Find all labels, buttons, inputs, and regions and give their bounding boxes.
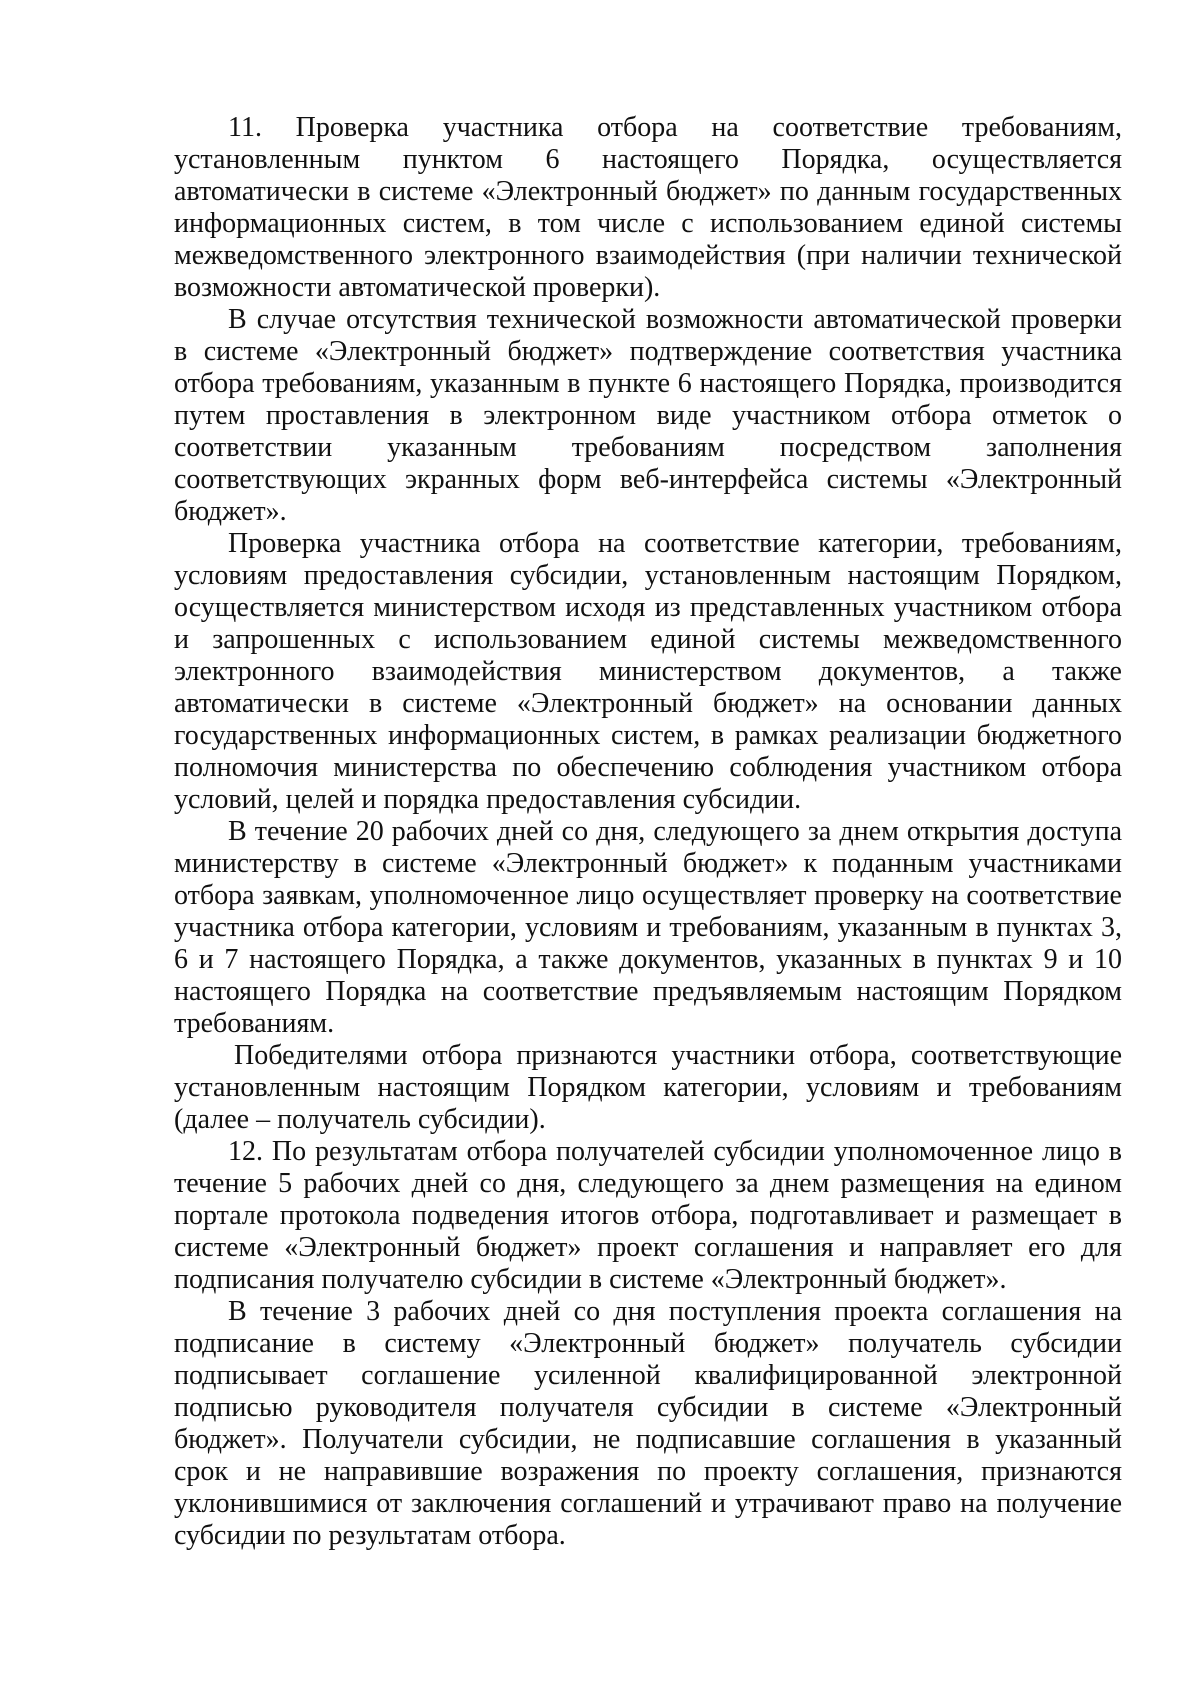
paragraph-20-days-review: В течение 20 рабочих дней со дня, следующего за днем открытия доступа министерству в системе «Электронный бюджет» к поданным участниками отбора заявкам, уполномоченное лицо осуществляет проверку на соответствие участника отбора категории, условиям и требованиям, указанным в пунктах 3, 6 и 7 настоящего Порядка, а также документов, указанных в пунктах 9 и 10 настоящего Порядка на соответствие предъявляемым настоящим Порядком требованиям. <box>174 816 1122 1039</box>
paragraph-manual-confirmation: В случае отсутствия технической возможности автоматической проверки в системе «Электронный бюджет» подтверждение соответствия участника отбора требованиям, указанным в пункте 6 настоящего Порядка, производится путем проставления в электронном виде участником отбора отметок о соответствии указанным требованиям посредством заполнения соответствующих экранных форм веб-интерфейса системы «Электронный бюджет». <box>174 304 1122 527</box>
paragraph-ministry-check: Проверка участника отбора на соответствие категории, требованиям, условиям предоставления субсидии, установленным настоящим Порядком, осуществляется министерством исходя из представленных участником отбора и запрошенных с использованием единой системы межведомственного электронного взаимодействия министерством документов, а также автоматически в системе «Электронный бюджет» на основании данных государственных информационных систем, в рамках реализации бюджетного полномочия министерства по обеспечению соблюдения участником отбора условий, целей и порядка предоставления субсидии. <box>174 528 1122 815</box>
paragraph-agreement-signing: В течение 3 рабочих дней со дня поступления проекта соглашения на подписание в систему «Электронный бюджет» получатель субсидии подписывает соглашение усиленной квалифицированной электронной подписью руководителя получателя субсидии в системе «Электронный бюджет». Получатели субсидии, не подписавшие соглашения в указанный срок и не направившие возражения по проекту соглашения, признаются уклонившимися от заключения соглашений и утрачивают право на получение субсидии по результатам отбора. <box>174 1296 1122 1551</box>
paragraph-11-verification: 11. Проверка участника отбора на соответствие требованиям, установленным пунктом 6 настоящего Порядка, осуществляется автоматически в системе «Электронный бюджет» по данным государственных информационных систем, в том числе с использованием единой системы межведомственного электронного взаимодействия (при наличии технической возможности автоматической проверки). <box>174 112 1122 303</box>
document-body <box>174 112 1122 1552</box>
paragraph-12-agreement-draft: 12. По результатам отбора получателей субсидии уполномоченное лицо в течение 5 рабочих дней со дня, следующего за днем размещения на едином портале протокола подведения итогов отбора, подготавливает и размещает в системе «Электронный бюджет» проект соглашения и направляет его для подписания получателю субсидии в системе «Электронный бюджет». <box>174 1136 1122 1295</box>
paragraph-winners: Победителями отбора признаются участники отбора, соответствующие установленным настоящим Порядком категории, условиям и требованиям (далее – получатель субсидии). <box>174 1040 1122 1135</box>
